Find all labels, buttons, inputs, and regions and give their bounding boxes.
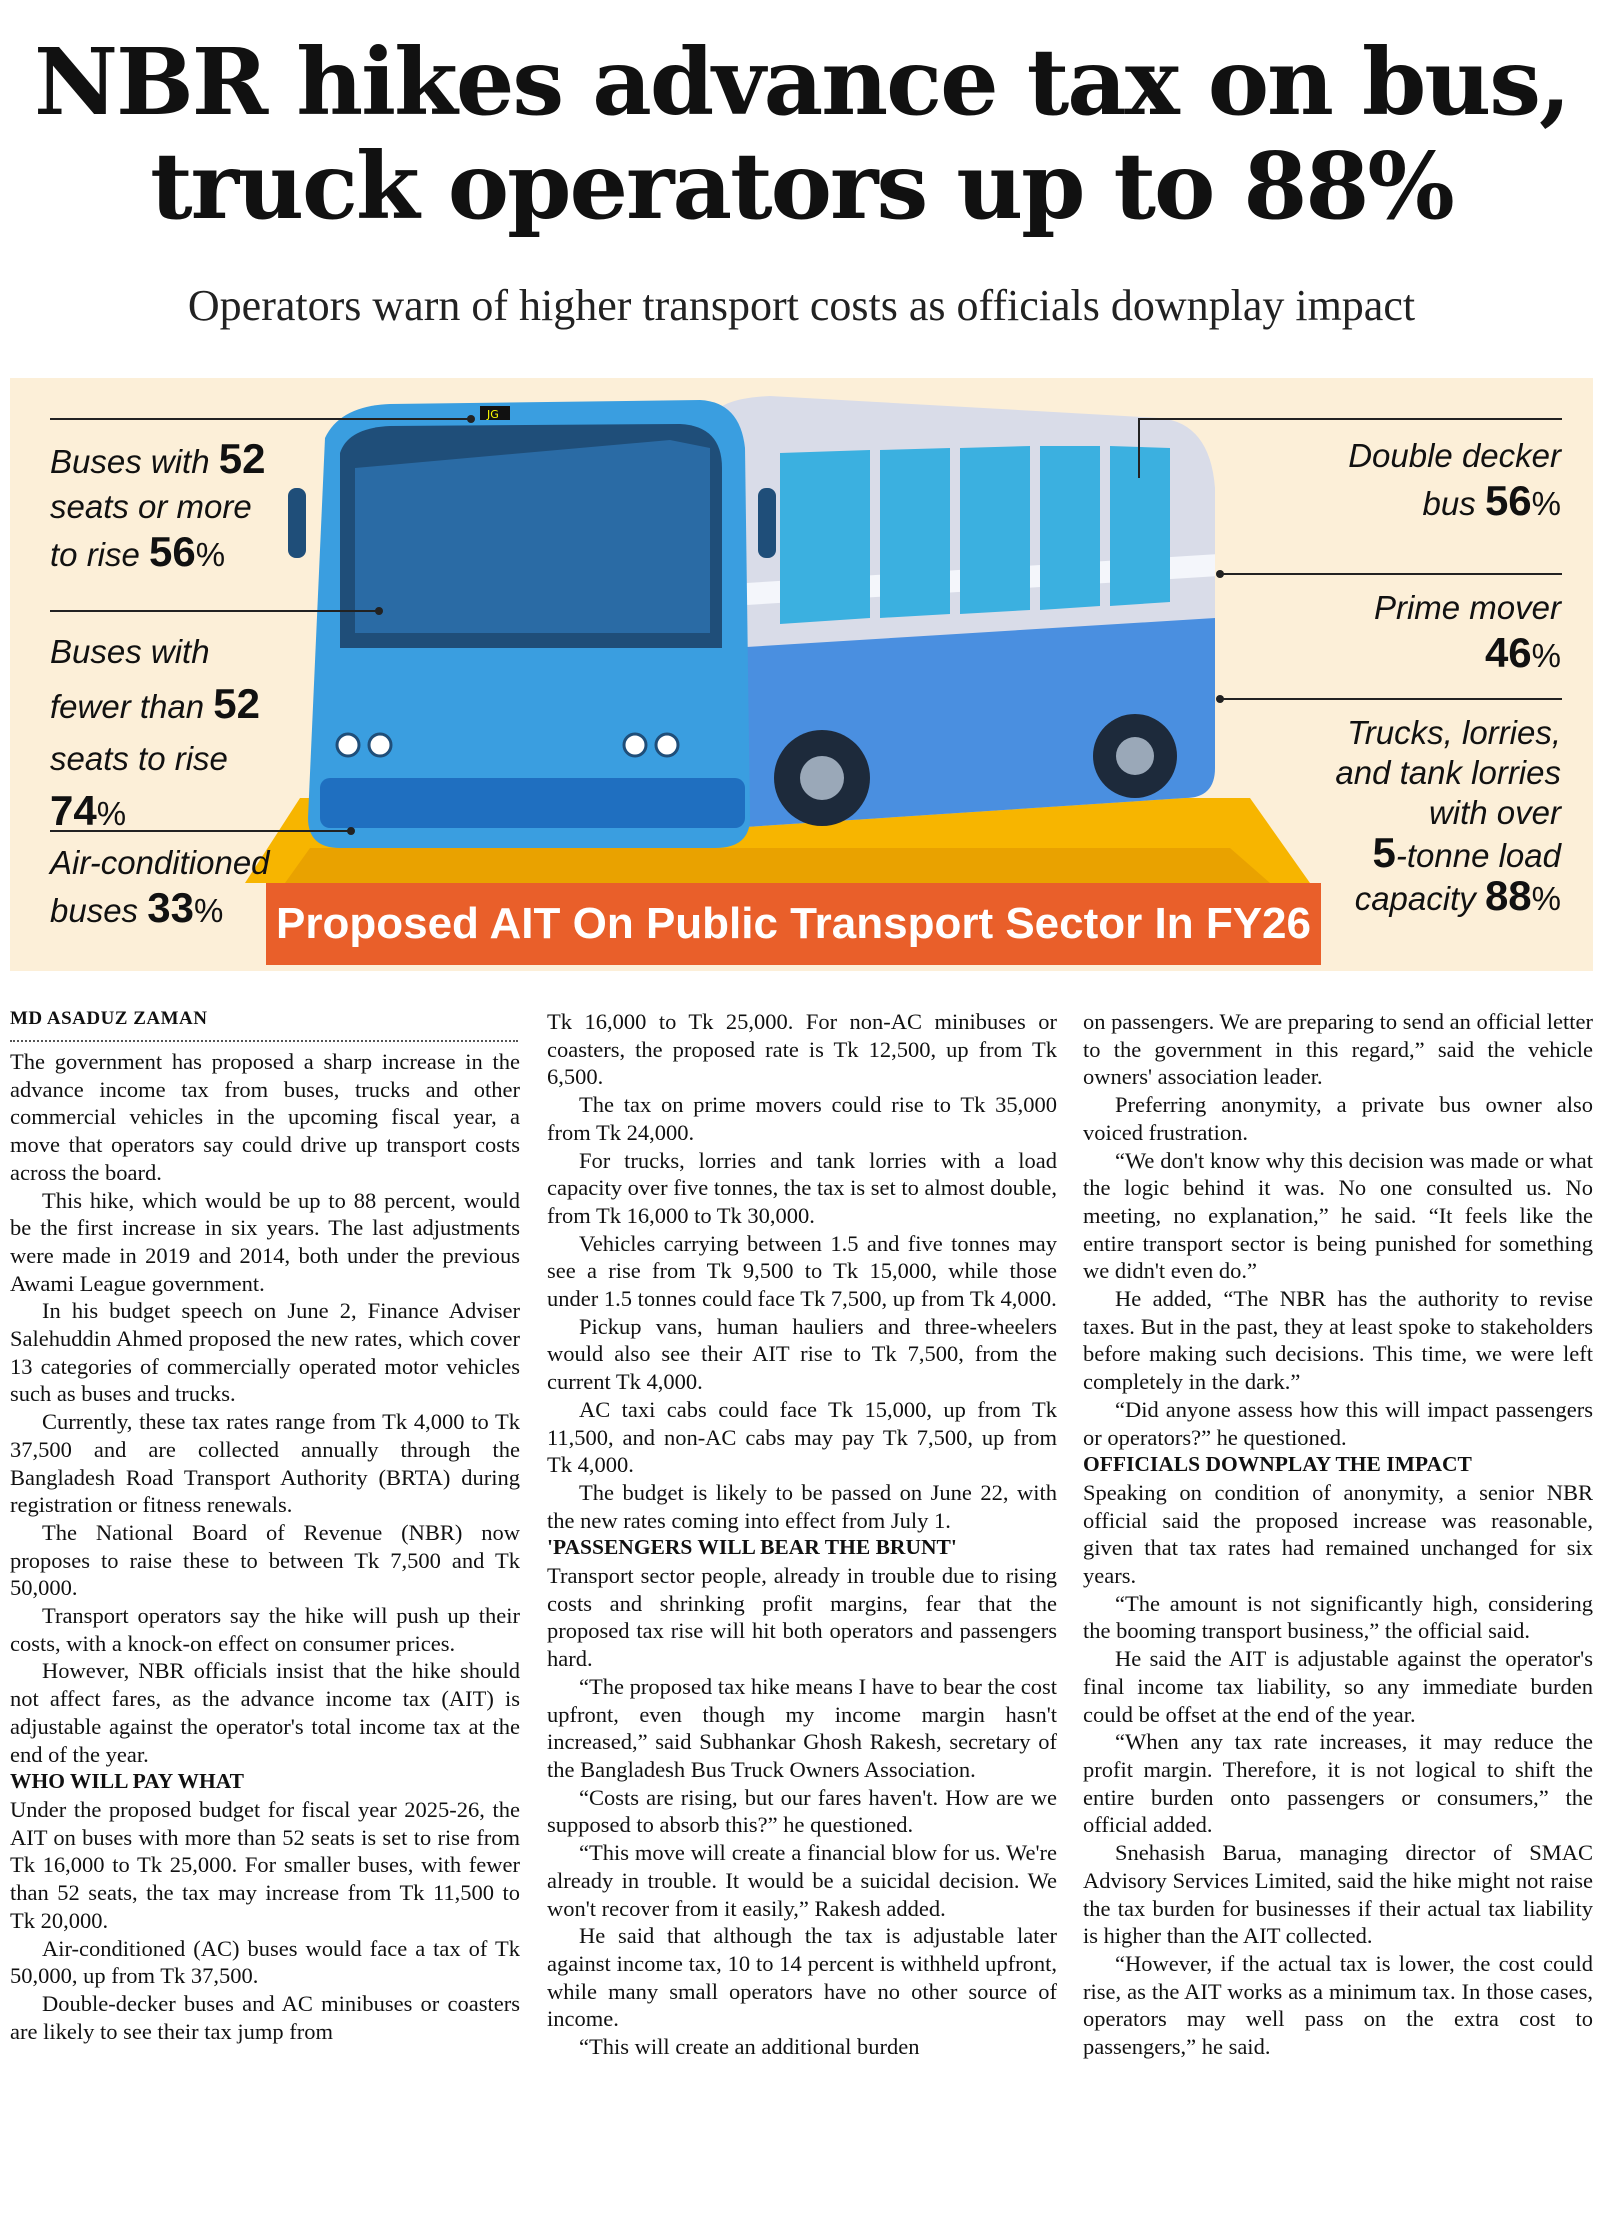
paragraph: Tk 16,000 to Tk 25,000. For non-AC minibuses or coasters, the proposed rate is Tk 12,500, up from Tk 6,500. xyxy=(547,1009,1057,1090)
article-column-1 xyxy=(10,1048,520,2208)
infographic xyxy=(10,378,1593,971)
paragraph: Air-conditioned (AC) buses would face a tax of Tk 50,000, up from Tk 37,500. xyxy=(10,1935,520,1989)
paragraph: The government has proposed a sharp increase in the advance income tax from buses, trucks and other commercial vehicles in the upcoming fiscal year, a move that operators say could drive up transport costs across the board. xyxy=(10,1049,520,1185)
headline xyxy=(0,30,1603,238)
paragraph: “This move will create a financial blow for us. We're already in trouble. It would be a suicidal decision. We won't recover from it easily,” Rakesh added. xyxy=(547,1840,1057,1921)
side-window-3 xyxy=(960,446,1030,614)
connector-line-left-1 xyxy=(50,418,470,420)
paragraph: Under the proposed budget for fiscal year 2025-26, the AIT on buses with more than 52 seats is set to rise from Tk 16,000 to Tk 25,000. For smaller buses, with fewer than 52 seats, the tax may increase from Tk 11,500 to Tk 20,000. xyxy=(10,1796,520,1933)
paragraph: AC taxi cabs could face Tk 15,000, up from Tk 11,500, and non-AC cabs may pay Tk 7,500, up from Tk 4,000. xyxy=(547,1396,1057,1478)
paragraph: “Did anyone assess how this will impact passengers or operators?” he questioned. xyxy=(1083,1396,1593,1450)
paragraph: “The proposed tax hike means I have to bear the cost upfront, even though my income margin hasn't increased,” said Subhankar Ghosh Rakesh, secretary of the Bangladesh Bus Truck Owners Association. xyxy=(547,1673,1057,1782)
paragraph: “The amount is not significantly high, considering the booming transport business,” the official said. xyxy=(1083,1590,1593,1644)
headline-line-2: truck operators up to 88% xyxy=(150,132,1453,240)
destination-plate-text: JG xyxy=(487,408,499,421)
bus-front-bumper xyxy=(320,778,745,828)
paragraph: “When any tax rate increases, it may reduce the profit margin. Therefore, it is not logical to shift the entire burden onto passengers or consumers,” the official added. xyxy=(1083,1729,1593,1838)
connector-line-right-3 xyxy=(1220,698,1562,700)
front-wheel-hub xyxy=(800,756,844,800)
side-window-1 xyxy=(780,450,870,624)
paragraph: He added, “The NBR has the authority to revise taxes. But in the past, they at least spoke to stakeholders before making such decisions. This time, we were left completely in the dark.” xyxy=(1083,1286,1593,1395)
headlight-right-1 xyxy=(624,734,646,756)
paragraph: “However, if the actual tax is lower, the cost could rise, as the AIT works as a minimum tax. In those cases, operators may well pass on the extra cost to passengers,” he said. xyxy=(1083,1950,1593,2060)
byline: MD ASADUZ ZAMAN xyxy=(10,1008,518,1042)
connector-dot-right-3 xyxy=(1216,695,1224,703)
label-prime-mover: Prime mover 46% xyxy=(1373,589,1561,676)
connector-line-right-1 xyxy=(1138,418,1562,420)
connector-dot-right-2 xyxy=(1216,570,1224,578)
mirror-right xyxy=(758,488,776,558)
paragraph: “We don't know why this decision was made or what the logic behind it was. No one consulted us. No meeting, no explanation,” he said. “It feels like the entire transport sector is being punished for something we didn't even do.” xyxy=(1083,1147,1593,1284)
paragraph: “This will create an additional burden xyxy=(579,2034,920,2060)
paragraph: However, NBR officials insist that the hike should not affect fares, as the advance income tax (AIT) is adjustable against the operator's total income tax at the end of the year. xyxy=(10,1658,520,1767)
paragraph: Transport sector people, already in trouble due to rising costs and shrinking profit margins, fear that the proposed tax rise will hit both operators and passengers hard. xyxy=(547,1563,1057,1672)
paragraph: Transport operators say the hike will push up their costs, with a knock-on effect on consumer prices. xyxy=(10,1603,520,1656)
paragraph: “Costs are rising, but our fares haven't. How are we supposed to absorb this?” he questioned. xyxy=(547,1784,1057,1838)
paragraph: The National Board of Revenue (NBR) now proposes to raise these to between Tk 7,500 and Tk 50,000. xyxy=(10,1519,520,1601)
subheading-who-will-pay: WHO WILL PAY WHAT xyxy=(10,1769,244,1794)
paragraph: He said that although the tax is adjustable later against income tax, 10 to 14 percent is withheld upfront, while many small operators have no other source of income. xyxy=(547,1923,1057,2032)
subheading-officials-downplay: OFFICIALS DOWNPLAY THE IMPACT xyxy=(1083,1452,1472,1477)
paragraph: The budget is likely to be passed on June 22, with the new rates coming into effect from July 1. xyxy=(547,1479,1057,1533)
paragraph: Vehicles carrying between 1.5 and five tonnes may see a rise from Tk 9,500 to Tk 15,000, while those under 1.5 tonnes could face Tk 7,500, up from Tk 4,000. xyxy=(547,1230,1057,1312)
label-buses-52-seats-or-more: Buses with 52 seats or more to rise 56% xyxy=(50,435,266,575)
side-window-2 xyxy=(880,448,950,618)
headlight-left-2 xyxy=(369,734,391,756)
subheadline: Operators warn of higher transport costs as officials downplay impact xyxy=(187,281,1416,330)
label-trucks-lorries: Trucks, lorries, and tank lorries with over 5-tonne load capacity 88% xyxy=(1335,714,1561,919)
mirror-left xyxy=(288,488,306,558)
connector-line-left-2 xyxy=(50,610,378,612)
article-column-3 xyxy=(1083,1008,1593,2208)
headlight-left-1 xyxy=(337,734,359,756)
subheading-passengers-bear-brunt: 'PASSENGERS WILL BEAR THE BRUNT' xyxy=(547,1535,957,1560)
paragraph: Pickup vans, human hauliers and three-wheelers would also see their AIT rise to Tk 7,500, from the current Tk 4,000. xyxy=(547,1313,1057,1395)
paragraph: This hike, which would be up to 88 percent, would be the first increase in six years. The last adjustments were made in 2019 and 2014, both under the previous Awami League government. xyxy=(10,1187,520,1296)
connector-dot-left-2 xyxy=(375,607,383,615)
platform-shadow xyxy=(285,848,1270,883)
label-buses-fewer-than-52: Buses with fewer than 52 seats to rise 74% xyxy=(50,633,260,834)
headlight-right-2 xyxy=(656,734,678,756)
paragraph: For trucks, lorries and tank lorries with a load capacity over five tonnes, the tax is set to almost double, from Tk 16,000 to Tk 30,000. xyxy=(547,1147,1057,1228)
connector-line-right-2 xyxy=(1220,573,1562,575)
paragraph: Preferring anonymity, a private bus owner also voiced frustration. xyxy=(1083,1092,1593,1145)
article-column-2 xyxy=(547,1008,1057,2208)
paragraph: Speaking on condition of anonymity, a senior NBR official said the proposed increase was reasonable, given that tax rates had remained unchanged for six years. xyxy=(1083,1479,1593,1589)
paragraph: Snehasish Barua, managing director of SMAC Advisory Services Limited, said the hike might not raise the tax burden for businesses if their actual tax liability is higher than the AIT collected. xyxy=(1083,1840,1593,1949)
windshield-glare xyxy=(355,440,710,633)
side-window-4 xyxy=(1040,446,1100,610)
paragraph: on passengers. We are preparing to send an official letter to the government in this regard,” said the vehicle owners' association leader. xyxy=(1083,1009,1593,1090)
headline-line-1: NBR hikes advance tax on bus, xyxy=(33,28,1570,136)
connector-dot-left-1 xyxy=(467,415,475,423)
connector-line-right-1-drop xyxy=(1138,418,1140,478)
paragraph: The tax on prime movers could rise to Tk 35,000 from Tk 24,000. xyxy=(547,1092,1057,1145)
label-double-decker-bus: Double decker bus 56% xyxy=(1348,437,1561,524)
paragraph: He said the AIT is adjustable against the operator's final income tax liability, so any immediate burden could be offset at the end of the year. xyxy=(1083,1646,1593,1727)
label-air-conditioned-buses: Air-conditioned buses 33% xyxy=(50,844,270,931)
connector-dot-left-3 xyxy=(347,827,355,835)
paragraph: Currently, these tax rates range from Tk 4,000 to Tk 37,500 and are collected annually through the Bangladesh Road Transport Authority (BRTA) during registration or fitness renewals. xyxy=(10,1409,520,1518)
infographic-banner: Proposed AIT On Public Transport Sector In FY26 xyxy=(266,883,1321,965)
paragraph: Double-decker buses and AC minibuses or coasters are likely to see their tax jump from xyxy=(10,1990,520,2044)
paragraph: In his budget speech on June 2, Finance Adviser Salehuddin Ahmed proposed the new rates, which cover 13 categories of commercially operated motor vehicles such as buses and trucks. xyxy=(10,1298,520,1407)
